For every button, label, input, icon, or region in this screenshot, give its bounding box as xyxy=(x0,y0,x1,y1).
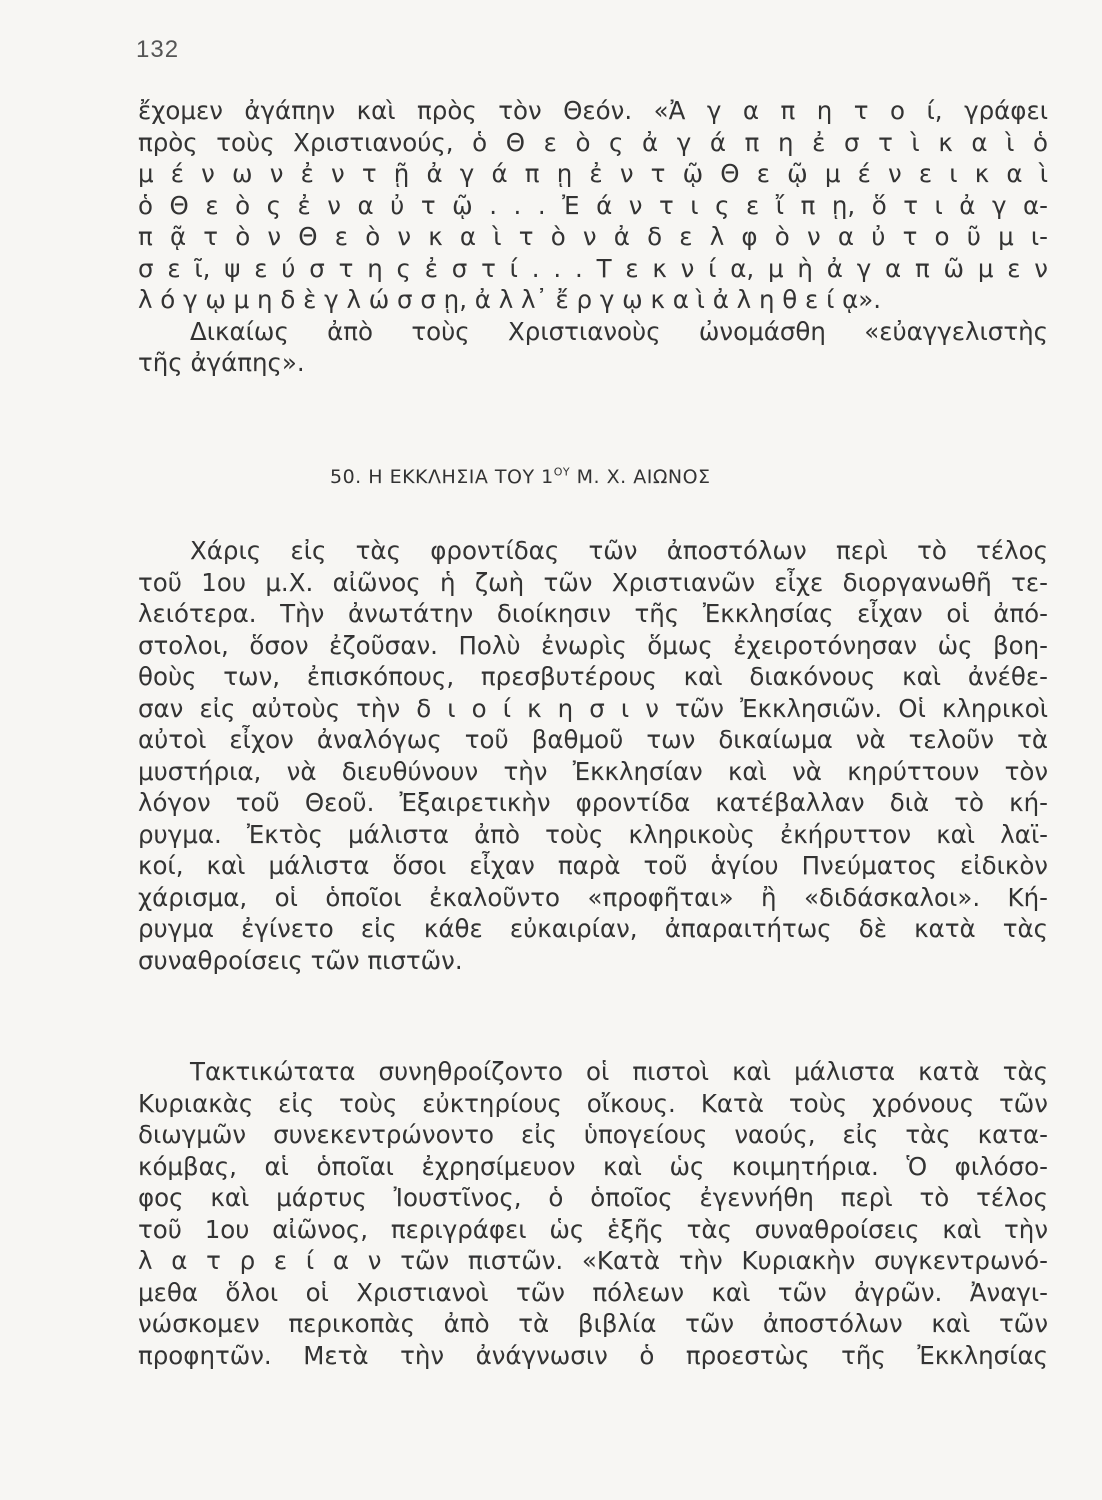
page-number: 132 xyxy=(136,36,180,63)
text-line: ρυγμα. Ἐκτὸς μάλιστα ἀπὸ τοὺς κληρικοὺς ἐκήρυττον καὶ λαϊ- xyxy=(138,819,1048,849)
text-line: λ α τ ρ ε ί α ν τῶν πιστῶν. «Κατὰ τὴν Κυριακὴν συγκεντρωνό- xyxy=(138,1246,1048,1275)
text-line: μεθα ὅλοι οἱ Χριστιανοὶ τῶν πόλεων καὶ τῶν ἀγρῶν. Ἀναγι- xyxy=(138,1277,1048,1307)
text-line: φος καὶ μάρτυς Ἰουστῖνος, ὁ ὁποῖος ἐγεννήθη περὶ τὸ τέλος xyxy=(138,1183,1048,1212)
text-line: στολοι, ὅσον ἐζοῦσαν. Πολὺ ἐνωρὶς ὅμως ἐχειροτόνησαν ὡς βοη- xyxy=(138,630,1048,660)
text-line: διωγμῶν συνεκεντρώνοντο εἰς ὑπογείους ναούς, εἰς τὰς κατα- xyxy=(138,1120,1048,1149)
text-line: μυστήρια, νὰ διευθύνουν τὴν Ἐκκλησίαν καὶ νὰ κηρύττουν τὸν xyxy=(138,756,1048,786)
text-line: Τακτικώτατα συνηθροίζοντο οἱ πιστοὶ καὶ μάλιστα κατὰ τὰς xyxy=(190,1057,1048,1086)
text-line: τῆς ἀγάπης». xyxy=(138,348,305,377)
text-line: λ ό γ ῳ μ η δ ὲ γ λ ώ σ σ ῃ, ἀ λ λ᾽ ἔ ρ γ ῳ κ α ὶ ἀ λ η θ ε ί ᾳ». xyxy=(138,285,882,314)
text-line: κόμβας, αἱ ὁποῖαι ἐχρησίμευον καὶ ὡς κοιμητήρια. Ὁ φιλόσο- xyxy=(138,1151,1048,1181)
section-heading xyxy=(0,466,1102,488)
text-line: ἔχομεν ἀγάπην καὶ πρὸς τὸν Θεόν. «Ἀ γ α π η τ ο ί, γράφει xyxy=(138,96,1048,125)
heading-rest: Μ. Χ. ΑΙΩΝΟΣ xyxy=(570,466,711,488)
text-line: τοῦ 1ου αἰῶνος, περιγράφει ὡς ἑξῆς τὰς συναθροίσεις καὶ τὴν xyxy=(138,1214,1048,1244)
text-line: νώσκομεν περικοπὰς ἀπὸ τὰ βιβλία τῶν ἀποστόλων καὶ τῶν xyxy=(138,1309,1048,1338)
text-line: συναθροίσεις τῶν πιστῶν. xyxy=(138,945,463,975)
text-line: λειότερα. Τὴν ἀνωτάτην διοίκησιν τῆς Ἐκκλησίας εἶχαν οἱ ἀπό- xyxy=(138,599,1048,628)
text-line: π ᾷ τ ὸ ν Θ ε ὸ ν κ α ὶ τ ὸ ν ἀ δ ε λ φ ὸ ν α ὐ τ ο ῦ μ ι- xyxy=(138,222,1048,251)
text-line: τοῦ 1ου μ.Χ. αἰῶνος ἡ ζωὴ τῶν Χριστιανῶν εἶχε διοργανωθῆ τε- xyxy=(138,567,1048,597)
text-line: σαν εἰς αὐτοὺς τὴν δ ι ο ί κ η σ ι ν τῶν Ἐκκλησιῶν. Οἱ κληρικοὶ xyxy=(138,693,1048,723)
text-line: κοί, καὶ μάλιστα ὅσοι εἶχαν παρὰ τοῦ ἁγίου Πνεύματος εἰδικὸν xyxy=(138,851,1048,880)
paragraph-1 xyxy=(138,95,1048,379)
text-line: χάρισμα, οἱ ὁποῖοι ἐκαλοῦντο «προφῆται» ἢ «διδάσκαλοι». Κή- xyxy=(138,882,1048,912)
heading-superscript: ΟΥ xyxy=(553,465,571,479)
text-line: πρὸς τοὺς Χριστιανούς, ὁ Θ ε ὸ ς ἀ γ ά π η ἐ σ τ ὶ κ α ὶ ὁ xyxy=(138,127,1048,157)
heading-text: 50. Η ΕΚΚΛΗΣΙΑ ΤΟΥ 1 xyxy=(330,466,554,488)
paragraph-3 xyxy=(138,1056,1048,1371)
text-line: Χάρις εἰς τὰς φροντίδας τῶν ἀποστόλων περὶ τὸ τέλος xyxy=(190,536,1048,565)
text-line: θοὺς των, ἐπισκόπους, πρεσβυτέρους καὶ διακόνους καὶ ἀνέθε- xyxy=(138,662,1048,691)
text-line: Κυριακὰς εἰς τοὺς εὐκτηρίους οἴκους. Κατὰ τοὺς χρόνους τῶν xyxy=(138,1088,1048,1118)
text-line: λόγον τοῦ Θεοῦ. Ἐξαιρετικὴν φροντίδα κατέβαλλαν διὰ τὸ κή- xyxy=(138,788,1048,817)
text-line: μ έ ν ω ν ἐ ν τ ῇ ἀ γ ά π ῃ ἐ ν τ ῷ Θ ε ῷ μ έ ν ε ι κ α ὶ xyxy=(138,159,1048,188)
text-line: προφητῶν. Μετὰ τὴν ἀνάγνωσιν ὁ προεστὼς τῆς Ἐκκλησίας xyxy=(138,1340,1048,1370)
text-line: Δικαίως ἀπὸ τοὺς Χριστιανοὺς ὠνομάσθη «εὐαγγελιστὴς xyxy=(190,316,1048,346)
text-line: ρυγμα ἐγίνετο εἰς κάθε εὐκαιρίαν, ἀπαραιτήτως δὲ κατὰ τὰς xyxy=(138,914,1048,943)
paragraph-2 xyxy=(138,535,1048,976)
text-line: ὁ Θ ε ὸ ς ἐ ν α ὐ τ ῷ . . . Ἐ ά ν τ ι ς ε ἴ π ῃ, ὅ τ ι ἀ γ α- xyxy=(138,190,1048,220)
text-line: σ ε ῖ, ψ ε ύ σ τ η ς ἐ σ τ ί . . . Τ ε κ ν ί α, μ ὴ ἀ γ α π ῶ μ ε ν xyxy=(138,253,1048,283)
text-line: αὐτοὶ εἶχον ἀναλόγως τοῦ βαθμοῦ των δικαίωμα νὰ τελοῦν τὰ xyxy=(138,725,1048,754)
